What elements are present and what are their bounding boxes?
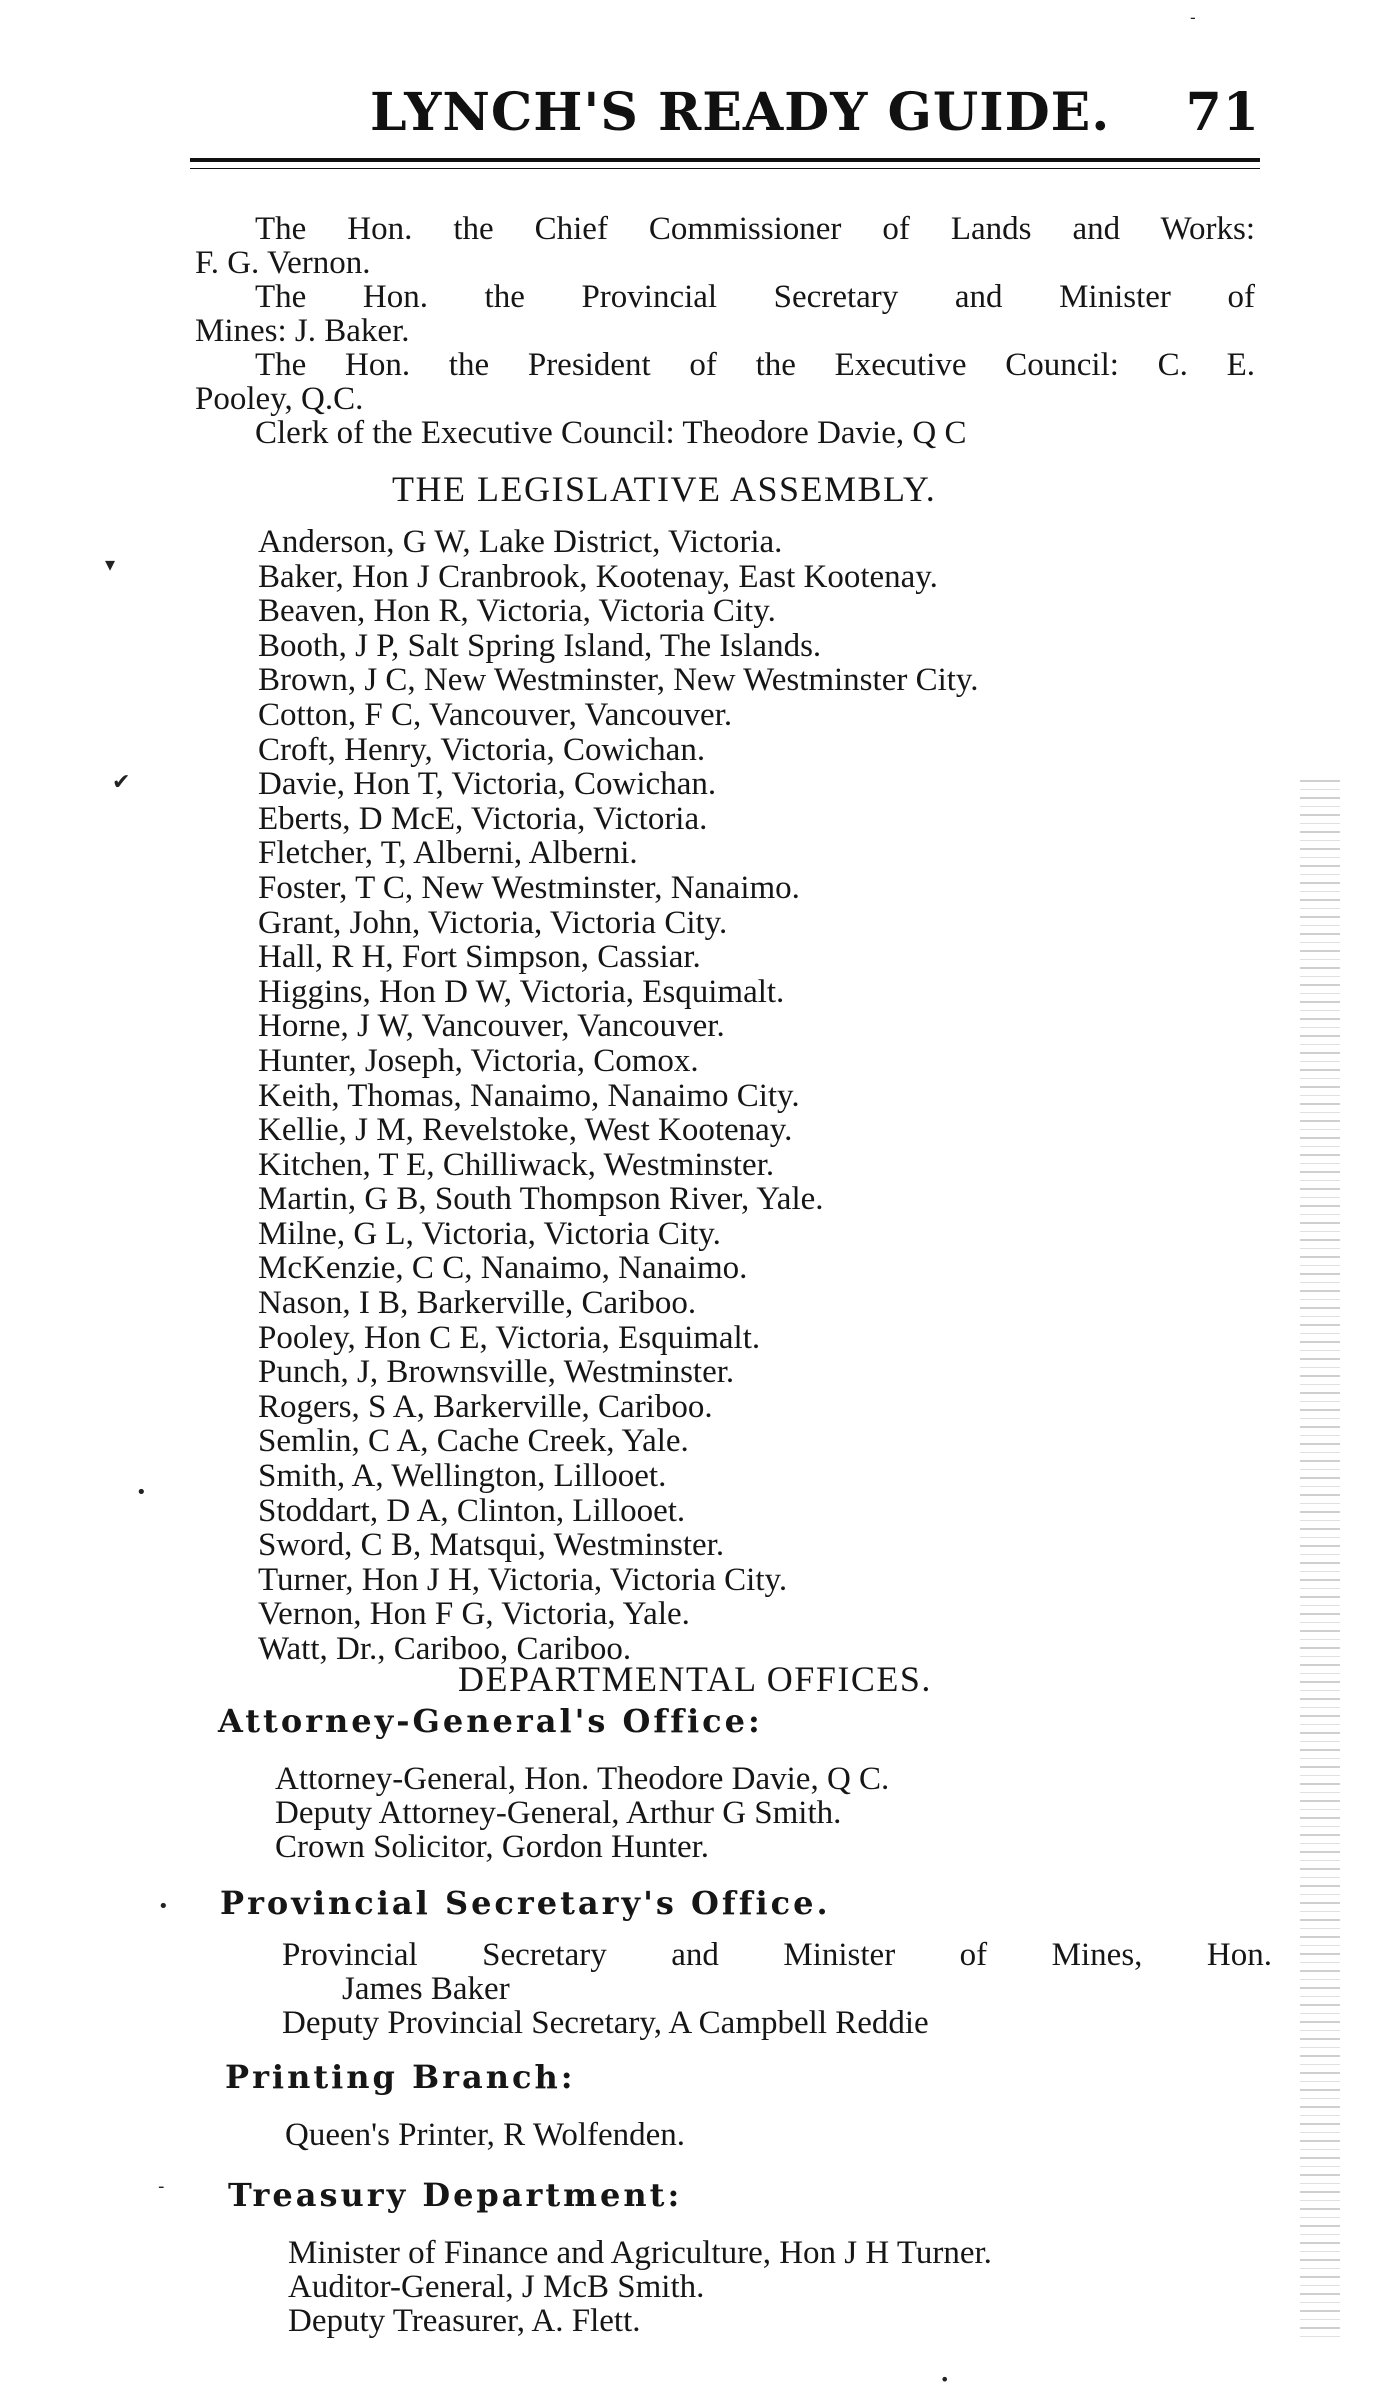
office-line: Deputy Treasurer, A. Flett. (288, 2303, 641, 2339)
list-item: Kitchen, T E, Chilliwack, Westminster. (258, 1146, 775, 1183)
attorney-general-block (275, 1762, 1275, 1864)
scan-mark: • (158, 1896, 169, 1917)
list-item: Cotton, F C, Vancouver, Vancouver. (258, 696, 733, 733)
legislative-assembly-title: THE LEGISLATIVE ASSEMBLY. (392, 469, 937, 509)
scan-mark: • (940, 2370, 950, 2389)
list-item: Fletcher, T, Alberni, Alberni. (258, 835, 638, 872)
list-item: Rogers, S A, Barkerville, Cariboo. (258, 1388, 713, 1425)
intro-line: The Hon. the Chief Commissioner of Lands and Works: (255, 211, 1255, 247)
header-rule-thin (190, 168, 1260, 169)
provincial-secretary-block (282, 1938, 1272, 2040)
list-item: Anderson, G W, Lake District, Victoria. (258, 524, 783, 560)
scan-mark: ✔ (112, 770, 131, 795)
list-item: Milne, G L, Victoria, Victoria City. (258, 1215, 721, 1252)
list-item: Nason, I B, Barkerville, Cariboo. (258, 1285, 697, 1322)
list-item: Foster, T C, New Westminster, Nanaimo. (258, 869, 800, 906)
list-item: Hunter, Joseph, Victoria, Comox. (258, 1042, 699, 1079)
intro-line: Mines: J. Baker. (195, 313, 410, 349)
header-rule-thick (190, 158, 1260, 162)
printing-branch-heading: Printing Branch: (225, 2058, 576, 2096)
list-item: Watt, Dr., Cariboo, Cariboo. (258, 1631, 632, 1667)
office-line: Attorney-General, Hon. Theodore Davie, Q C. (275, 1761, 890, 1797)
list-item: Brown, J C, New Westminster, New Westminster City. (258, 662, 979, 699)
list-item: Turner, Hon J H, Victoria, Victoria City. (258, 1561, 788, 1598)
list-item: Sword, C B, Matsqui, Westminster. (258, 1527, 725, 1564)
scan-mark: ▾ (105, 552, 116, 576)
office-line: Auditor-General, J McB Smith. (288, 2269, 705, 2305)
list-item: Eberts, D McE, Victoria, Victoria. (258, 800, 708, 837)
list-item: Beaven, Hon R, Victoria, Victoria City. (258, 593, 776, 630)
list-item: Grant, John, Victoria, Victoria City. (258, 904, 728, 941)
list-item: Higgins, Hon D W, Victoria, Esquimalt. (258, 973, 785, 1010)
printing-branch-block (285, 2118, 1275, 2152)
list-item: McKenzie, C C, Nanaimo, Nanaimo. (258, 1250, 748, 1287)
scan-mark: - (158, 2176, 165, 2197)
list-item: Croft, Henry, Victoria, Cowichan. (258, 731, 706, 768)
office-line: Deputy Attorney-General, Arthur G Smith. (275, 1795, 842, 1831)
treasury-heading: Treasury Department: (228, 2176, 683, 2214)
office-line: Provincial Secretary and Minister of Mines, Hon. (282, 1937, 1272, 1973)
list-item: Baker, Hon J Cranbrook, Kootenay, East Kootenay. (258, 558, 938, 595)
office-line: Deputy Provincial Secretary, A Campbell Reddie (282, 2005, 929, 2041)
list-item: Semlin, C A, Cache Creek, Yale. (258, 1423, 689, 1460)
intro-line: The Hon. the President of the Executive Council: C. E. (255, 347, 1255, 383)
assembly-member-list (258, 525, 1258, 1667)
margin-scan-noise (1300, 780, 1340, 2340)
list-item: Pooley, Hon C E, Victoria, Esquimalt. (258, 1319, 761, 1356)
provincial-secretary-heading: Provincial Secretary's Office. (220, 1884, 831, 1922)
office-line: Crown Solicitor, Gordon Hunter. (275, 1829, 710, 1865)
list-item: Hall, R H, Fort Simpson, Cassiar. (258, 939, 701, 976)
list-item: Punch, J, Brownsville, Westminster. (258, 1354, 735, 1391)
executive-council-block (195, 212, 1255, 450)
treasury-block (288, 2236, 1278, 2338)
office-line: Minister of Finance and Agriculture, Hon J H Turner. (288, 2235, 992, 2271)
intro-line: Clerk of the Executive Council: Theodore Davie, Q C (255, 415, 967, 451)
intro-line: Pooley, Q.C. (195, 381, 364, 417)
office-line: Queen's Printer, R Wolfenden. (285, 2117, 686, 2153)
list-item: Keith, Thomas, Nanaimo, Nanaimo City. (258, 1077, 800, 1114)
scan-mark: - (1190, 8, 1196, 27)
running-title: LYNCH'S READY GUIDE. (370, 82, 1111, 143)
list-item: Martin, G B, South Thompson River, Yale. (258, 1181, 824, 1218)
office-line: James Baker (342, 1971, 510, 2007)
intro-line: F. G. Vernon. (195, 245, 371, 281)
intro-line: The Hon. the Provincial Secretary and Minister of (255, 279, 1255, 315)
list-item: Smith, A, Wellington, Lillooet. (258, 1458, 667, 1495)
page-number: 71 (1185, 82, 1260, 143)
running-header (370, 82, 1260, 143)
scan-mark: • (136, 1482, 147, 1503)
attorney-general-heading: Attorney-General's Office: (218, 1702, 763, 1740)
list-item: Stoddart, D A, Clinton, Lillooet. (258, 1492, 686, 1529)
list-item: Kellie, J M, Revelstoke, West Kootenay. (258, 1112, 793, 1149)
list-item: Davie, Hon T, Victoria, Cowichan. (258, 766, 717, 803)
list-item: Horne, J W, Vancouver, Vancouver. (258, 1008, 725, 1045)
list-item: Booth, J P, Salt Spring Island, The Islands. (258, 627, 822, 664)
list-item: Vernon, Hon F G, Victoria, Yale. (258, 1596, 690, 1633)
departmental-offices-title: DEPARTMENTAL OFFICES. (458, 1659, 932, 1699)
